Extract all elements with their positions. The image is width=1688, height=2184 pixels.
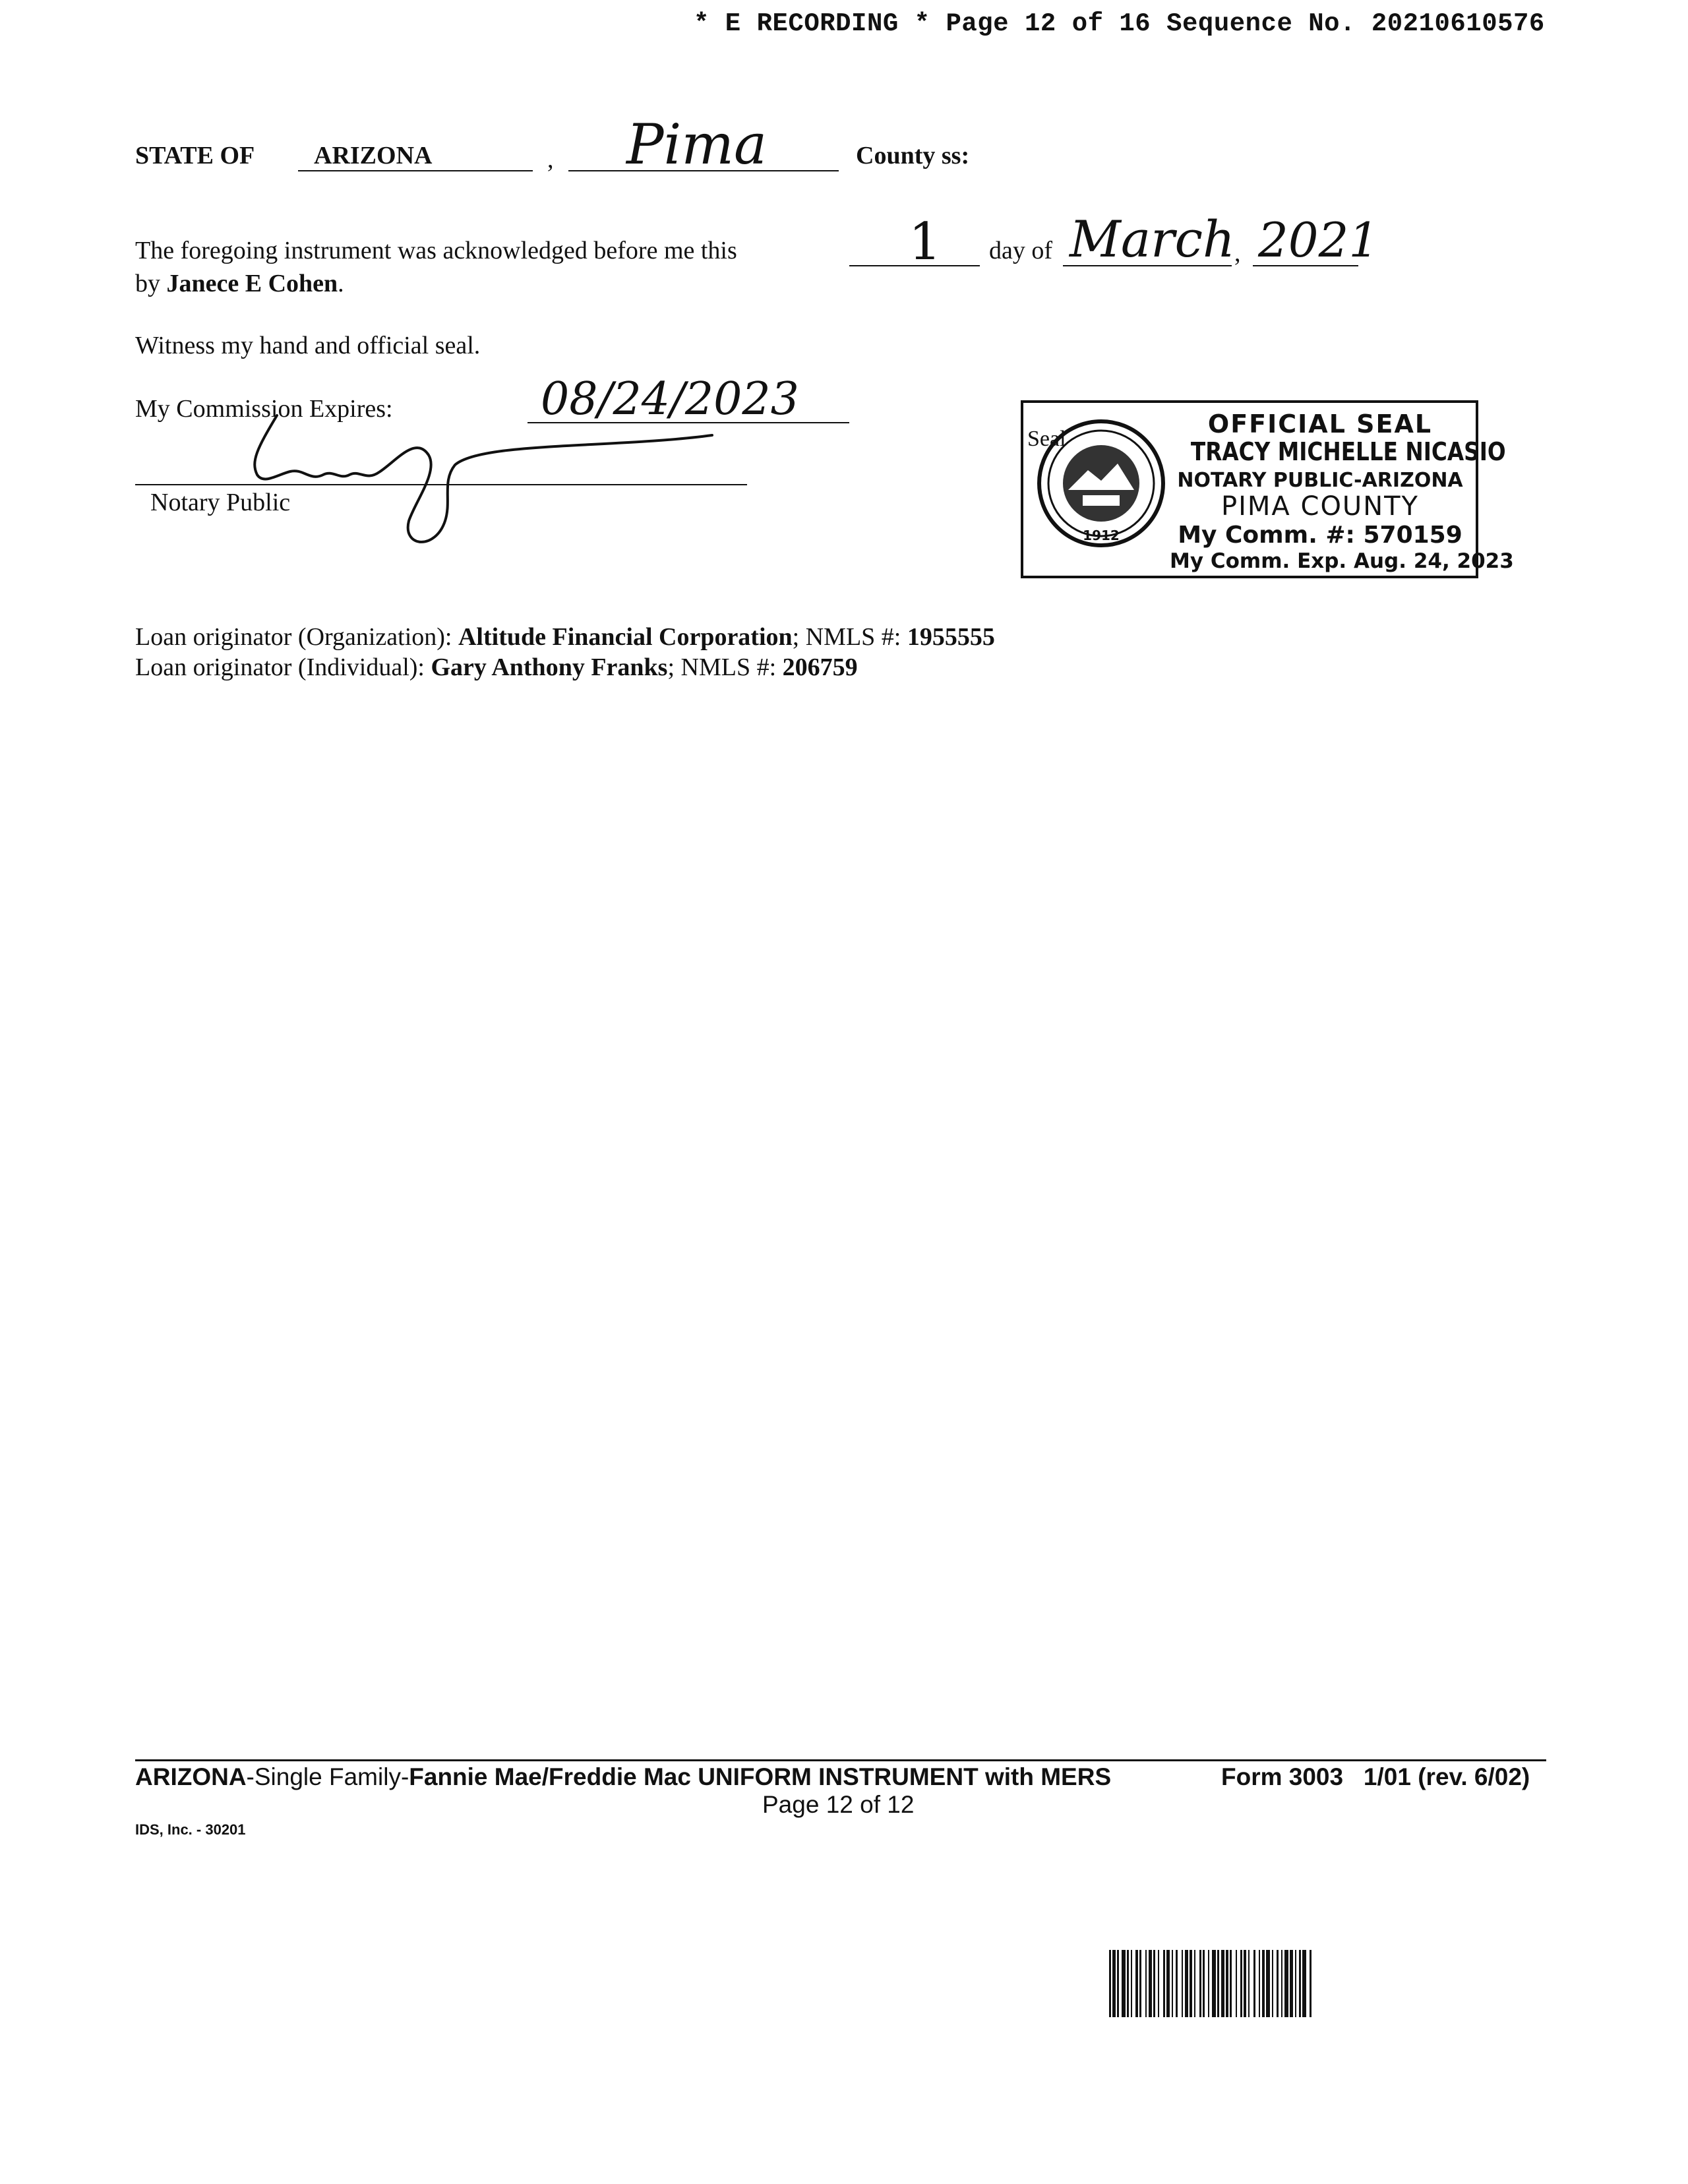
barcode-bar [1182, 1950, 1183, 2017]
footer-page: Page 12 of 12 [762, 1791, 915, 1818]
barcode-bar [1253, 1950, 1255, 2017]
barcode-bar [1302, 1950, 1306, 2017]
footer-part2: Fannie Mae/Freddie Mac UNIFORM INSTRUMENT with MERS [409, 1763, 1112, 1790]
barcode-bar [1259, 1950, 1260, 2017]
seal-role: NOTARY PUBLIC-ARIZONA [1177, 469, 1463, 492]
barcode-bar [1203, 1950, 1205, 2017]
barcode-bar [1230, 1950, 1232, 2017]
footer-part1: -Single Family- [246, 1763, 409, 1790]
day-underline [849, 265, 980, 266]
barcode-bar [1139, 1950, 1141, 2017]
commission-label: My Commission Expires: [135, 395, 393, 423]
barcode-bar [1262, 1950, 1265, 2017]
barcode-bar [1153, 1950, 1155, 2017]
month-underline [1063, 265, 1232, 266]
county-underline [568, 170, 839, 171]
seal-comm-number: My Comm. #: 570159 [1178, 522, 1462, 549]
barcode-bar [1158, 1950, 1159, 2017]
ind-nmls: 206759 [782, 653, 858, 681]
state-underline [298, 170, 533, 171]
barcode-bar [1131, 1950, 1132, 2017]
barcode-bar [1194, 1950, 1195, 2017]
barcode-bar [1109, 1950, 1111, 2017]
foregoing-text: The foregoing instrument was acknowledged before me this [135, 237, 737, 264]
witness-text: Witness my hand and official seal. [135, 332, 481, 359]
footer-form-number: Form 3003 1/01 (rev. 6/02) [1221, 1763, 1530, 1790]
barcode-bar [1248, 1950, 1250, 2017]
seal-label: Seal [1027, 427, 1066, 451]
month-comma: , [1234, 239, 1241, 267]
barcode-bar [1226, 1950, 1228, 2017]
official-seal-stamp [1021, 400, 1514, 578]
signer-line [135, 269, 344, 298]
barcode-bar [1310, 1950, 1311, 2017]
barcode-bar [1149, 1950, 1152, 2017]
barcode-bar [1208, 1950, 1209, 2017]
footer-state: ARIZONA [135, 1763, 247, 1790]
state-comma: , [547, 146, 554, 173]
barcode-bar [1122, 1950, 1126, 2017]
barcode-bar [1295, 1950, 1296, 2017]
loan-originator-individual [135, 653, 858, 682]
barcode-bar [1244, 1950, 1246, 2017]
county-label: County ss: [856, 142, 970, 169]
barcode-bar [1290, 1950, 1293, 2017]
footer-form-title [135, 1763, 1111, 1791]
barcode-bar [1284, 1950, 1288, 2017]
month-handwritten: March [1070, 210, 1235, 268]
barcode-bar [1236, 1950, 1237, 2017]
barcode-bar [1212, 1950, 1216, 2017]
signer-period: . [338, 270, 344, 297]
org-prefix: Loan originator (Organization): [135, 623, 458, 651]
commission-date-handwritten: 08/24/2023 [541, 373, 799, 425]
barcode-bar [1217, 1950, 1219, 2017]
year-handwritten: 2021 [1258, 212, 1379, 268]
barcode-bar [1145, 1950, 1147, 2017]
barcode-bar [1117, 1950, 1119, 2017]
seal-title: OFFICIAL SEAL [1207, 410, 1433, 439]
notary-signature-line [135, 484, 747, 485]
barcode-bar [1112, 1950, 1116, 2017]
org-nmls: 1955555 [907, 623, 995, 651]
barcode-bar [1166, 1950, 1170, 2017]
signer-name: Janece E Cohen [166, 270, 338, 297]
barcode-bar [1127, 1950, 1129, 2017]
state-label: STATE OF [135, 142, 255, 169]
org-nmls-prefix: ; NMLS #: [792, 623, 907, 651]
barcode [1109, 1950, 1544, 2017]
org-name: Altitude Financial Corporation [458, 623, 793, 651]
state-seal-emblem [1035, 417, 1167, 549]
footer-ids: IDS, Inc. - 30201 [135, 1821, 246, 1838]
barcode-bar [1176, 1950, 1178, 2017]
ind-nmls-prefix: ; NMLS #: [667, 653, 783, 681]
day-handwritten: 1 [909, 212, 942, 272]
year-underline [1253, 265, 1358, 266]
footer-rule [135, 1759, 1546, 1761]
ind-prefix: Loan originator (Individual): [135, 653, 431, 681]
barcode-bar [1266, 1950, 1270, 2017]
day-of-label: day of [989, 237, 1053, 264]
barcode-bar [1221, 1950, 1224, 2017]
seal-notary-name: TRACY MICHELLE NICASIO [1190, 437, 1506, 466]
barcode-bar [1281, 1950, 1282, 2017]
barcode-bar [1185, 1950, 1188, 2017]
barcode-bar [1277, 1950, 1279, 2017]
barcode-bar [1272, 1950, 1273, 2017]
county-handwritten: Pima [626, 112, 768, 177]
state-value: ARIZONA [314, 142, 433, 169]
seal-year: 1912 [1083, 528, 1120, 543]
barcode-bar [1163, 1950, 1165, 2017]
barcode-bar [1190, 1950, 1192, 2017]
notary-signature [218, 409, 745, 554]
barcode-bar [1299, 1950, 1301, 2017]
barcode-bar [1199, 1950, 1201, 2017]
recording-header: * E RECORDING * Page 12 of 16 Sequence No. 20210610576 [694, 9, 1545, 38]
barcode-bar [1240, 1950, 1242, 2017]
barcode-bar [1135, 1950, 1138, 2017]
seal-comm-exp: My Comm. Exp. Aug. 24, 2023 [1170, 549, 1514, 573]
notary-public-label: Notary Public [150, 489, 291, 516]
ind-name: Gary Anthony Franks [431, 653, 668, 681]
seal-county: PIMA COUNTY [1221, 491, 1419, 522]
barcode-bar [1172, 1950, 1173, 2017]
loan-originator-org [135, 622, 995, 652]
by-prefix: by [135, 270, 160, 297]
